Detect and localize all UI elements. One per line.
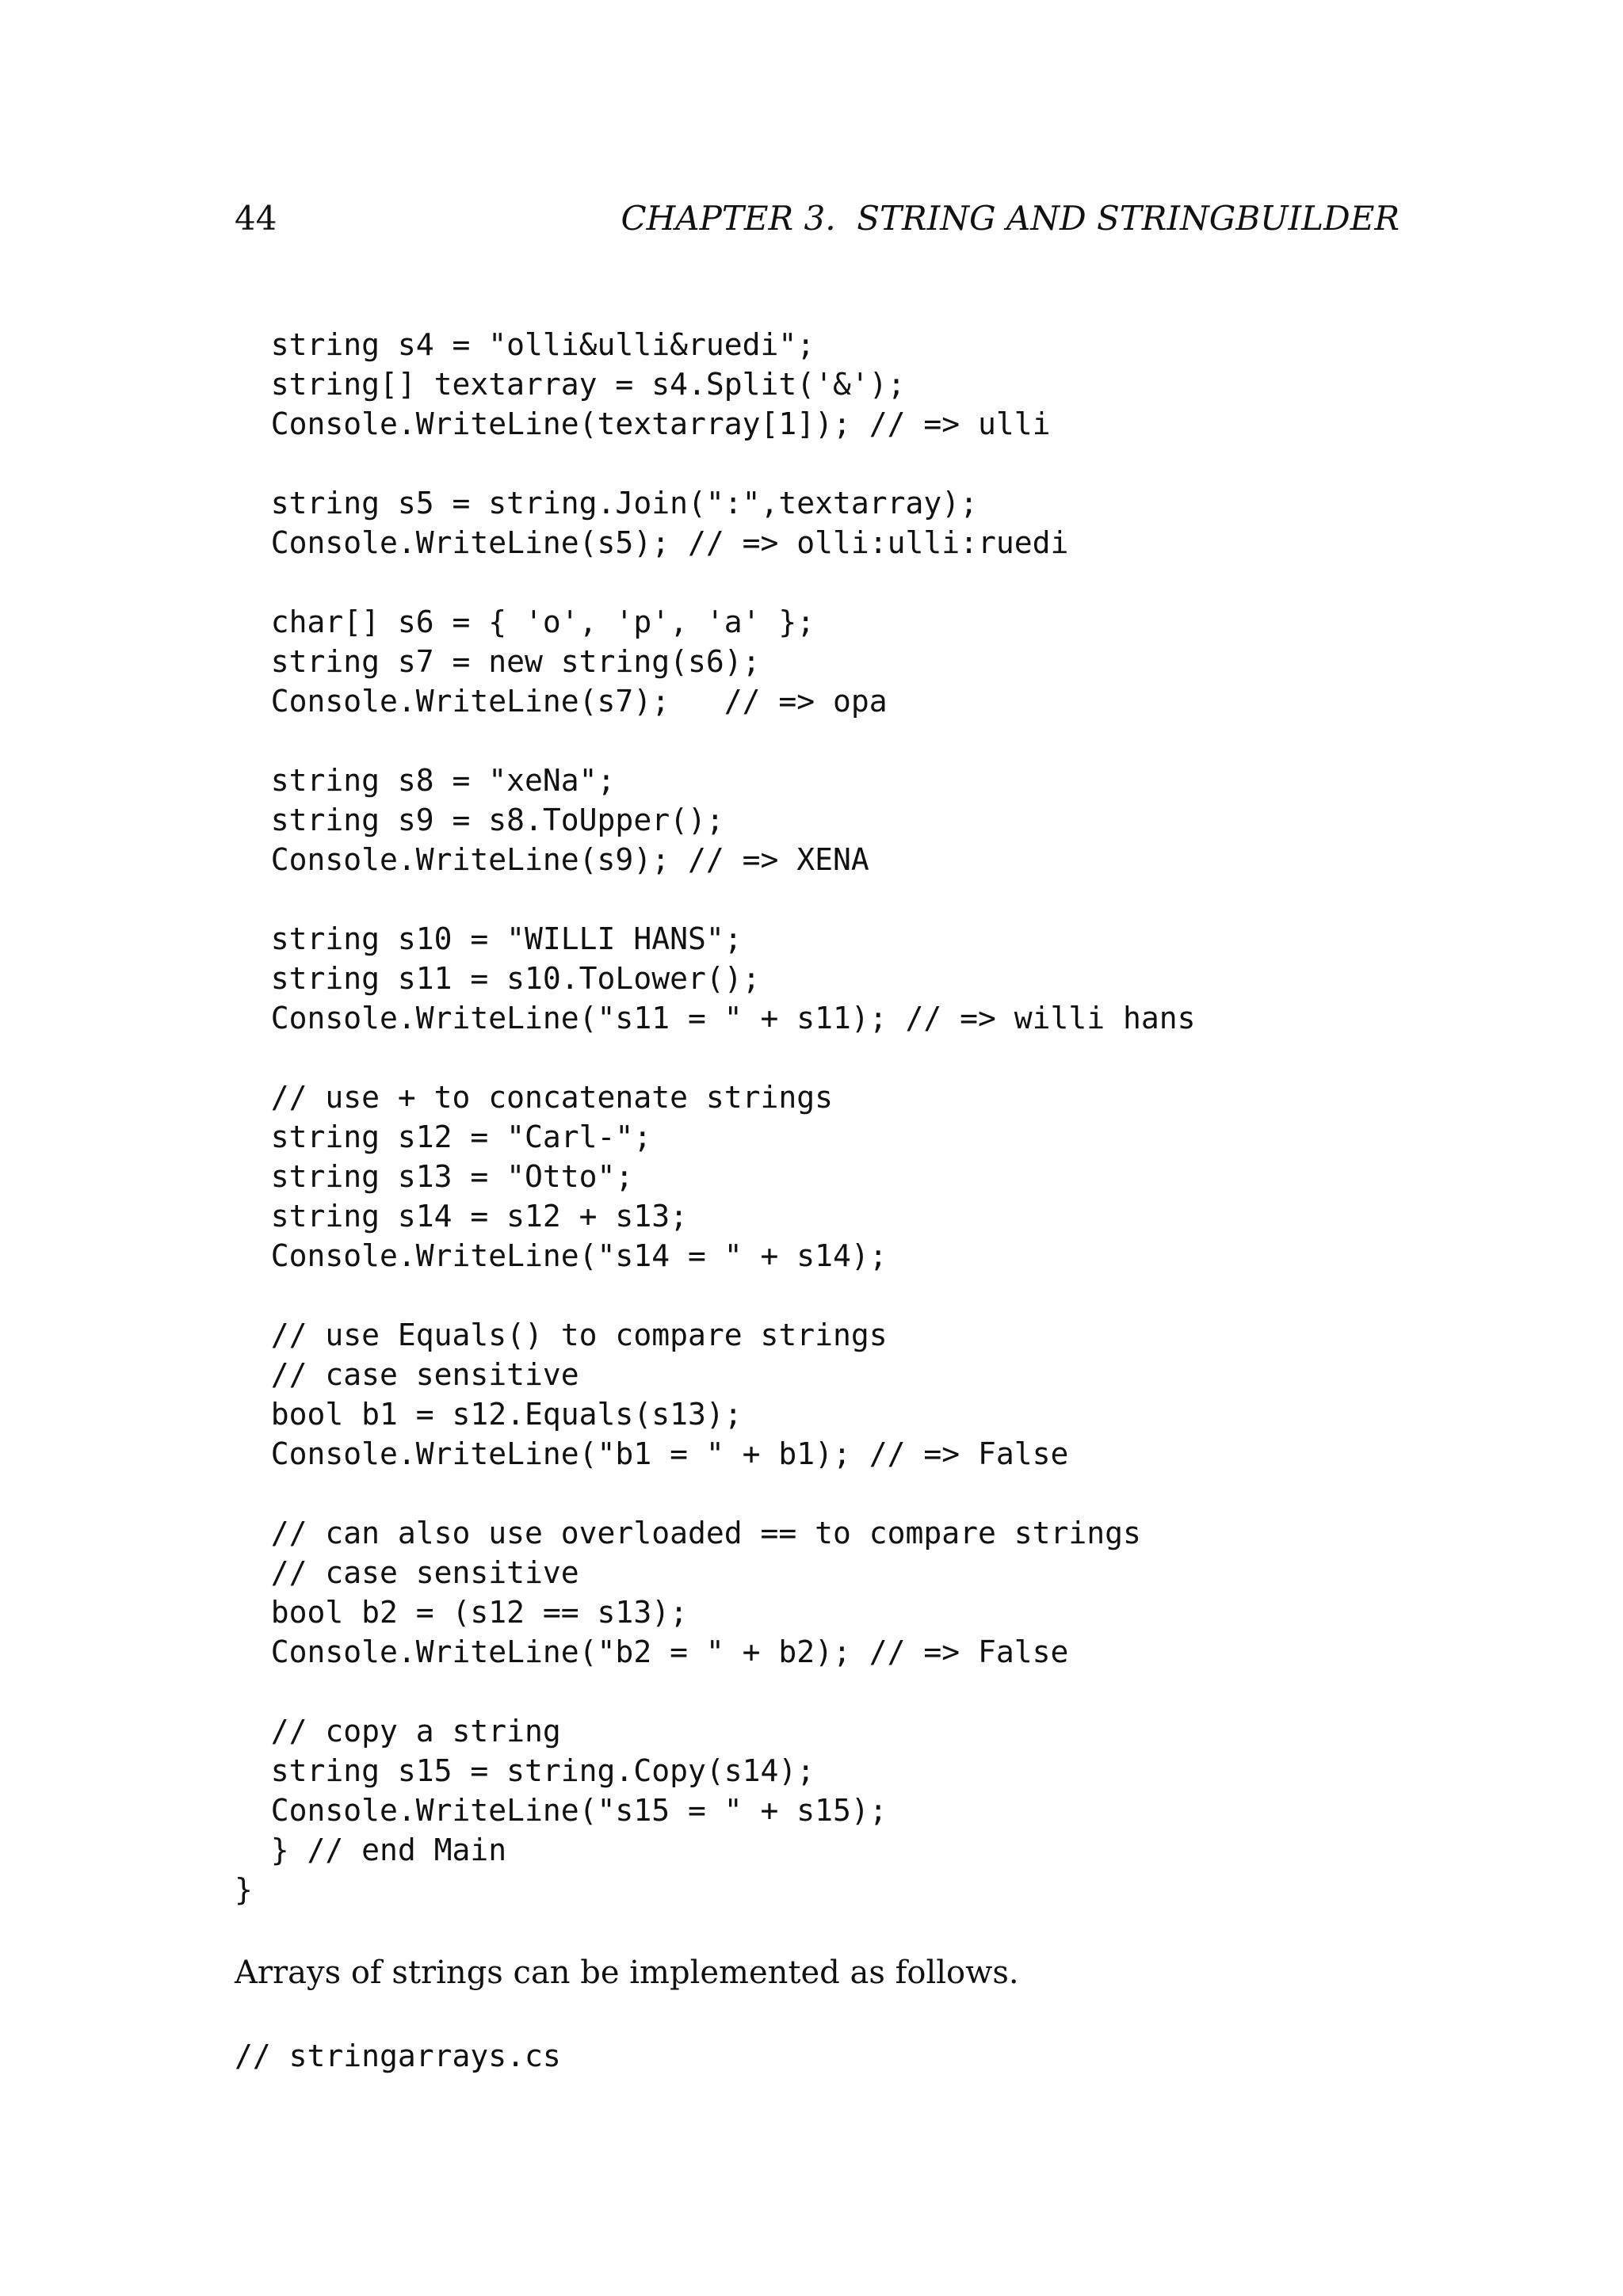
- code-line: // use Equals() to compare strings: [235, 1318, 888, 1352]
- code-line: // copy a string: [235, 1714, 561, 1749]
- code-line: string s11 = s10.ToLower();: [235, 961, 761, 996]
- code-listing: [235, 325, 1196, 1909]
- code-line: // use + to concatenate strings: [235, 1080, 833, 1115]
- code-line: string s9 = s8.ToUpper();: [235, 803, 724, 837]
- code-line: string s7 = new string(s6);: [235, 644, 761, 679]
- code-line: string s5 = string.Join(":",textarray);: [235, 486, 978, 521]
- code-line: Console.WriteLine("b1 = " + b1); // => False: [235, 1436, 1069, 1471]
- code-line: string s10 = "WILLI HANS";: [235, 921, 743, 956]
- code-line: string s15 = string.Copy(s14);: [235, 1753, 815, 1788]
- code-line: string[] textarray = s4.Split('&');: [235, 367, 906, 402]
- code-line: string s4 = "olli&ulli&ruedi";: [235, 327, 815, 362]
- code-line: Console.WriteLine("s15 = " + s15);: [235, 1793, 888, 1828]
- code-line: [235, 879, 1196, 919]
- code-line: string s12 = "Carl-";: [235, 1119, 652, 1154]
- code-line: [235, 563, 1196, 602]
- code-line: }: [235, 1872, 253, 1907]
- code-line: [235, 1276, 1196, 1315]
- code-line: char[] s6 = { 'o', 'p', 'a' };: [235, 605, 815, 639]
- code-line: Console.WriteLine(s7); // => opa: [235, 684, 888, 719]
- code-line: Console.WriteLine("b2 = " + b2); // => False: [235, 1634, 1069, 1669]
- body-paragraph: Arrays of strings can be implemented as follows.: [235, 1955, 1019, 1991]
- code-filename-comment: // stringarrays.cs: [235, 2039, 561, 2073]
- code-line: bool b2 = (s12 == s13);: [235, 1595, 688, 1630]
- code-line: Console.WriteLine(textarray[1]); // => ulli: [235, 406, 1051, 441]
- page-number: 44: [235, 199, 277, 238]
- code-line: string s13 = "Otto";: [235, 1159, 634, 1194]
- code-line: // can also use overloaded == to compare strings: [235, 1516, 1141, 1550]
- code-line: string s14 = s12 + s13;: [235, 1199, 688, 1234]
- code-line: [235, 721, 1196, 761]
- code-line: Console.WriteLine("s14 = " + s14);: [235, 1238, 888, 1273]
- code-line: } // end Main: [235, 1833, 507, 1867]
- code-line: [235, 1038, 1196, 1077]
- code-line: Console.WriteLine(s5); // => olli:ulli:ruedi: [235, 525, 1069, 560]
- page-header: [235, 195, 1400, 242]
- code-line: [235, 1672, 1196, 1711]
- code-line: [235, 1474, 1196, 1513]
- code-line: Console.WriteLine(s9); // => XENA: [235, 842, 869, 877]
- code-line: bool b1 = s12.Equals(s13);: [235, 1397, 743, 1432]
- code-line: string s8 = "xeNa";: [235, 763, 616, 798]
- code-line: // case sensitive: [235, 1555, 579, 1590]
- code-line: [235, 444, 1196, 483]
- code-line: Console.WriteLine("s11 = " + s11); // => willi hans: [235, 1001, 1196, 1035]
- code-line: // case sensitive: [235, 1357, 579, 1392]
- running-head: CHAPTER 3. STRING AND STRINGBUILDER: [621, 199, 1400, 238]
